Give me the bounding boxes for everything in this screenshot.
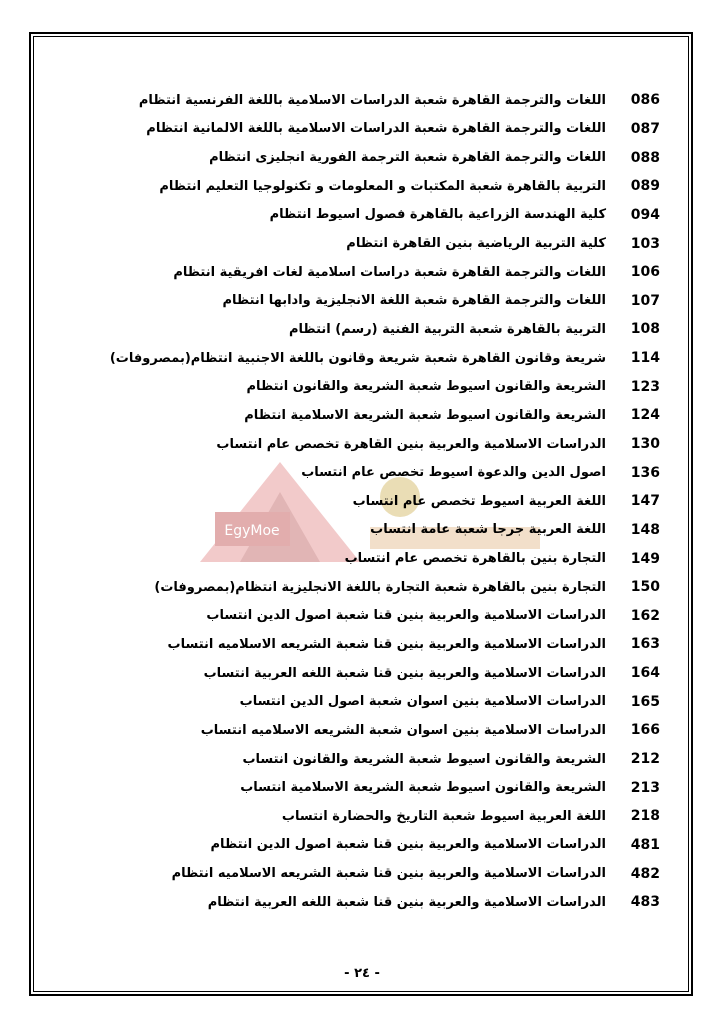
svg-text:EgyMoe: EgyMoe	[224, 523, 280, 539]
entry-text: اصول الدين والدعوة اسيوط تخصص عام انتساب	[301, 465, 606, 481]
entry-row	[60, 602, 660, 631]
page-number: - ٢٤ -	[344, 966, 380, 981]
entry-row	[60, 859, 660, 888]
entry-row	[60, 544, 660, 573]
entry-row	[60, 372, 660, 401]
entry-code: 114	[630, 350, 660, 367]
entry-code: 108	[630, 321, 660, 338]
entry-text: كلية التربية الرياضية بنين القاهرة انتظام	[346, 236, 606, 252]
entry-code: 087	[630, 120, 660, 137]
entry-code: 103	[630, 235, 660, 252]
entry-row	[60, 630, 660, 659]
entry-text: الشريعة والقانون اسيوط شعبة الشريعة الاسلامية انتظام	[244, 407, 606, 423]
entry-code: 130	[630, 436, 660, 452]
entry-row	[60, 745, 660, 774]
entry-text: اللغة العربية اسيوط تخصص عام انتساب	[352, 493, 606, 509]
entry-code: 136	[630, 464, 660, 481]
entry-code: 086	[630, 92, 660, 109]
entry-row	[60, 716, 660, 745]
entry-row	[60, 516, 660, 545]
entry-text: الدراسات الاسلامية والعربية بنين قنا شعبة اللغه العربية انتساب	[203, 665, 606, 681]
entry-code: 483	[630, 894, 660, 911]
entry-code: 089	[630, 178, 660, 195]
entry-text: التجارة بنين بالقاهرة تخصص عام انتساب	[344, 551, 606, 567]
entry-text: اللغات والترجمة القاهرة شعبة الدراسات الاسلامية باللغة الالمانية انتظام	[146, 121, 606, 137]
entry-row	[60, 802, 660, 831]
entry-code: 482	[630, 865, 660, 882]
entry-text: الشريعة والقانون اسيوط شعبة الشريعة والقانون انتساب	[242, 751, 606, 767]
entry-text: التربية بالقاهرة شعبة التربية الفنية (رسم) انتظام	[289, 321, 606, 337]
entry-code: 165	[630, 693, 660, 710]
entry-row	[60, 258, 660, 287]
entry-text: الدراسات الاسلامية والعربية بنين القاهرة تخصص عام انتساب	[216, 436, 606, 452]
entry-row	[60, 773, 660, 802]
entry-row	[60, 172, 660, 201]
entry-code: 106	[630, 264, 660, 281]
entry-row	[60, 229, 660, 258]
entry-text: الدراسات الاسلامية والعربية بنين قنا شعبة اصول الدين انتساب	[206, 608, 606, 624]
entry-text: اللغات والترجمة القاهرة شعبة الترجمة الفورية انجليزى انتظام	[209, 150, 606, 166]
entry-text: الدراسات الاسلامية والعربية بنين قنا شعبة اصول الدين انتظام	[210, 837, 606, 853]
entry-code: 213	[630, 779, 660, 796]
entry-text: الدراسات الاسلامية والعربية بنين قنا شعبة الشريعه الاسلاميه انتساب	[167, 636, 606, 652]
entry-code: 150	[630, 579, 660, 596]
entry-text: الدراسات الاسلامية والعربية بنين قنا شعبة الشريعه الاسلاميه انتظام	[171, 866, 606, 882]
entry-text: الدراسات الاسلامية بنين اسوان شعبة الشريعه الاسلاميه انتساب	[200, 722, 606, 738]
entry-text: اللغات والترجمة القاهرة شعبة دراسات اسلامية لغات افريقية انتظام	[173, 264, 606, 280]
entry-text: الشريعة والقانون اسيوط شعبة الشريعة والقانون انتظام	[246, 379, 606, 395]
entry-code: 149	[630, 550, 660, 567]
entry-text: الدراسات الاسلامية بنين اسوان شعبة اصول الدين انتساب	[239, 694, 606, 710]
entry-code: 481	[630, 836, 660, 853]
entry-row	[60, 487, 660, 516]
entry-code: 162	[630, 607, 660, 624]
entry-code: 212	[630, 751, 660, 768]
entry-code: 123	[630, 378, 660, 395]
entry-code: 166	[630, 722, 660, 739]
entry-row	[60, 115, 660, 144]
entry-row	[60, 86, 660, 115]
entry-row	[60, 831, 660, 860]
entry-row	[60, 888, 660, 917]
entry-code: 218	[630, 808, 660, 825]
entry-text: شريعة وقانون القاهرة شعبة شريعة وقانون باللغة الاجنبية انتظام(بمصروفات)	[109, 350, 606, 366]
entry-code: 094	[630, 206, 660, 223]
entry-row	[60, 143, 660, 172]
entry-row	[60, 401, 660, 430]
entry-row	[60, 201, 660, 230]
entry-text: التجارة بنين بالقاهرة شعبة التجارة باللغة الانجليزية انتظام(بمصروفات)	[154, 579, 606, 595]
entry-text: اللغات والترجمة القاهرة شعبة اللغة الانجليزية وادابها انتظام	[222, 293, 606, 309]
entries-list	[60, 86, 660, 917]
entry-row	[60, 315, 660, 344]
entry-code: 088	[630, 149, 660, 166]
entry-row	[60, 687, 660, 716]
entry-row	[60, 344, 660, 373]
entry-text: اللغات والترجمة القاهرة شعبة الدراسات الاسلامية باللغة الفرنسية انتظام	[138, 92, 606, 108]
entry-code: 107	[630, 292, 660, 309]
entry-text: الدراسات الاسلامية والعربية بنين قنا شعبة اللغه العربية انتظام	[207, 894, 606, 910]
entry-code: 148	[630, 521, 660, 538]
entry-row	[60, 573, 660, 602]
entry-text: كلية الهندسة الزراعية بالقاهرة فصول اسيوط انتظام	[269, 207, 606, 223]
entry-text: اللغة العربية اسيوط شعبة التاريخ والحضارة انتساب	[281, 808, 606, 824]
entry-code: 124	[630, 407, 660, 424]
entry-text: التربية بالقاهرة شعبة المكتبات و المعلومات و تكنولوجيا التعليم انتظام	[159, 178, 606, 194]
entry-text: الشريعة والقانون اسيوط شعبة الشريعة الاسلامية انتساب	[240, 780, 606, 796]
entry-code: 164	[630, 665, 660, 682]
entry-code: 163	[630, 636, 660, 653]
entry-row	[60, 286, 660, 315]
entry-row	[60, 430, 660, 459]
entry-row	[60, 458, 660, 487]
entry-code: 147	[630, 493, 660, 510]
entry-row	[60, 659, 660, 688]
entry-text: اللغة العربية جرجا شعبة عامة انتساب	[370, 522, 606, 538]
